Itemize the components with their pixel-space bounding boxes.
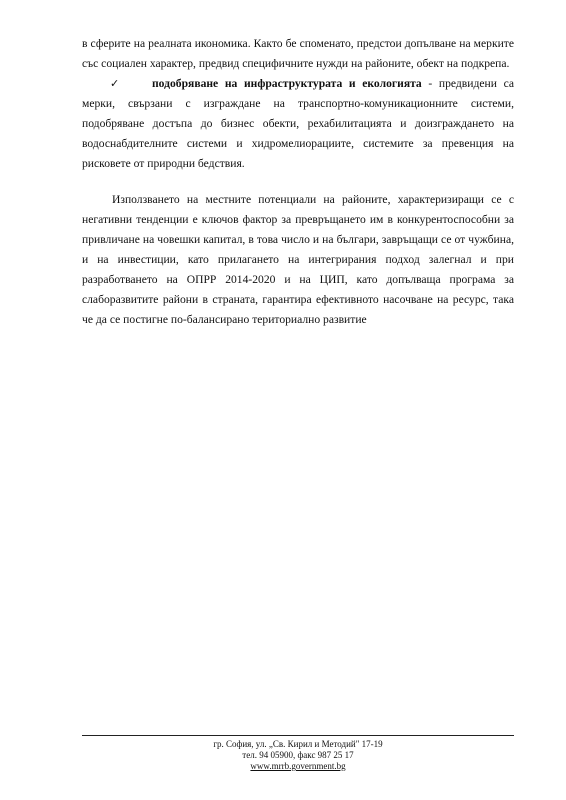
paragraph-continuation: в сферите на реалната икономика. Както бе споменато, предстои допълване на мерките със социален характер, предвид специфичните нужди на районите, обект на подкрепа. [82, 37, 514, 70]
checkmark-icon: ✓ [110, 77, 120, 90]
bullet-description: - предвидени са мерки, свързани с изграждане на транспортно-комуникационните системи, подобряване достъпа до бизнес обекти, рехабилитацията и доизграждането на водоснабдителните системи и хидромелиорациите, системите за превенция на рисковете от природни бедствия. [82, 77, 514, 170]
footer-divider [82, 735, 514, 736]
footer-website-link[interactable]: www.mrrb.government.bg [250, 761, 346, 771]
footer-phones: тел. 94 05900, факс 987 25 17 [242, 750, 354, 760]
footer-address: гр. София, ул. „Св. Кирил и Методий" 17-19 [213, 739, 383, 749]
bullet-text [82, 74, 514, 174]
bullet-item-infrastructure [82, 74, 514, 174]
paragraph-local-potentials: Използването на местните потенциали на районите, характеризиращи се с негативни тенденции е ключов фактор за превръщането им в конкурентоспособни за привличане на човешки капитал, в това число и на българи, завръщащи се от чужбина, и на инвестиции, като прилагането на интегрирания подход залегнал и при разработването на ОПРР 2014-2020 и на ЦИП, като допълваща програма за слаборазвитите райони в страната, гарантира ефективното насочване на ресурс, така че да се постигне по-балансирано териториално развитие [82, 193, 514, 326]
bullet-heading: подобряване на инфраструктурата и екологията [152, 77, 422, 90]
footer [82, 739, 514, 772]
